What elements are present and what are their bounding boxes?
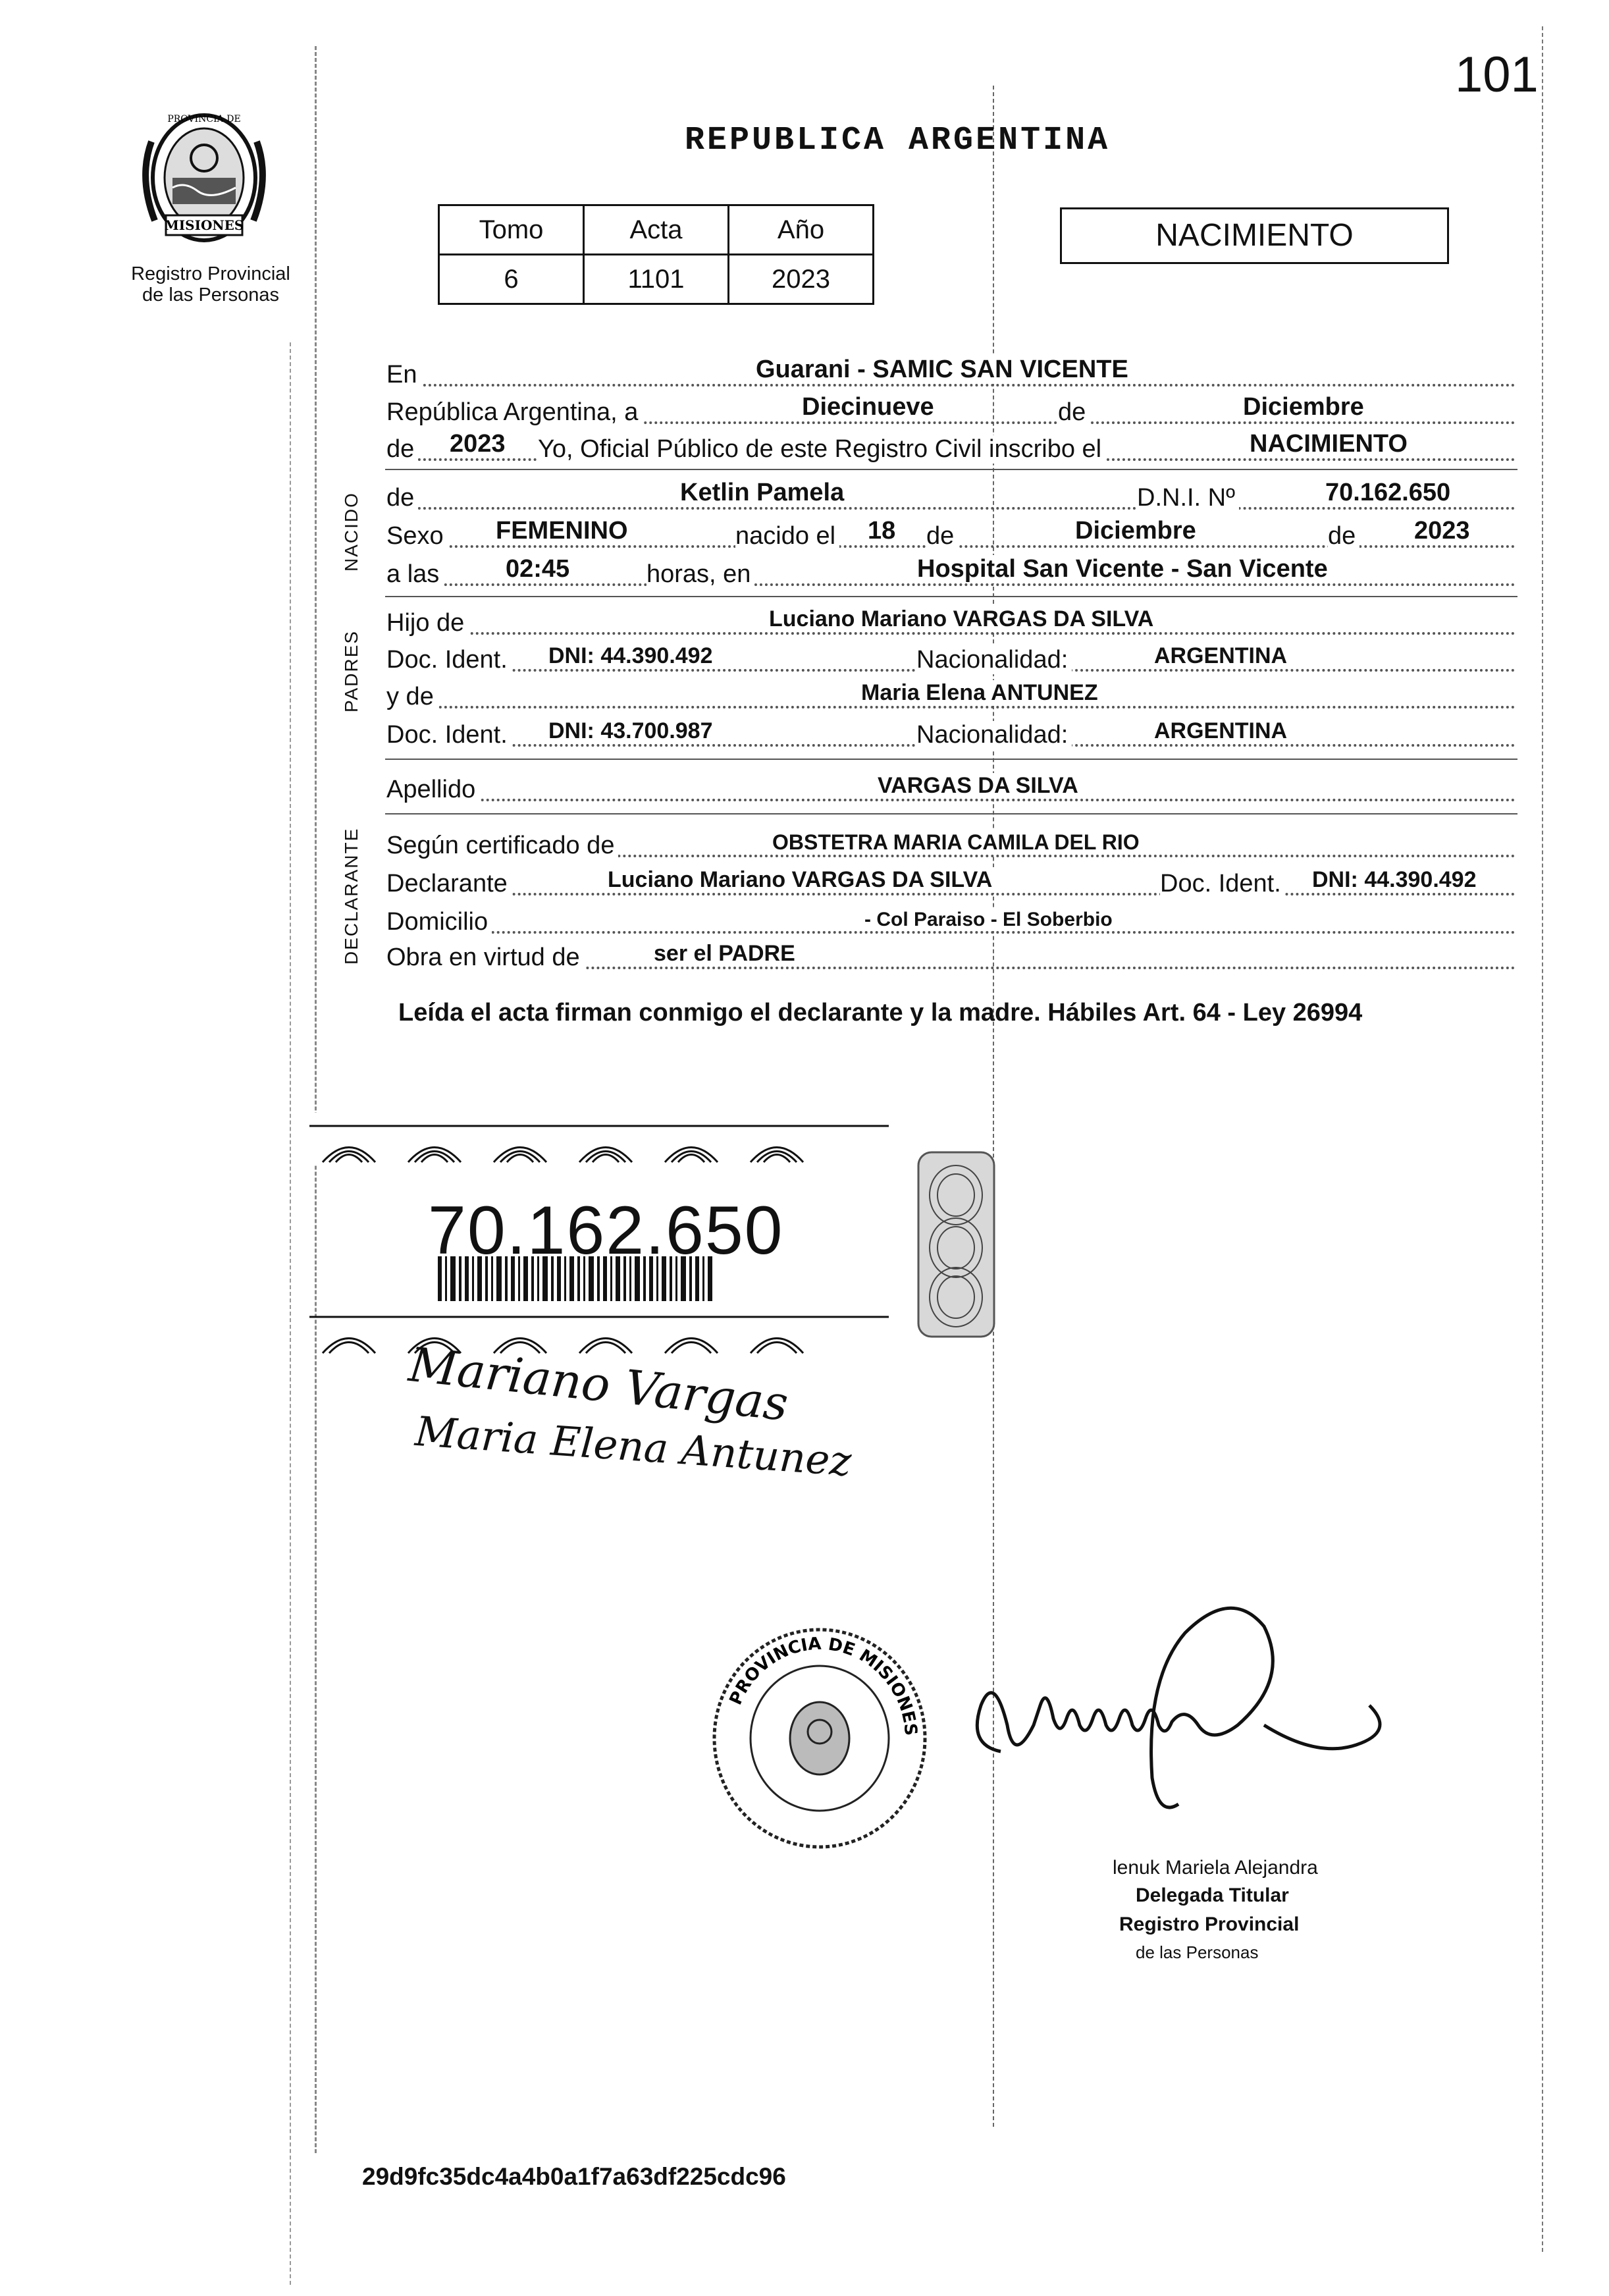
sticker-number: 70.162.650: [428, 1192, 784, 1269]
tomo-header: Tomo: [439, 205, 584, 255]
section-divider: [385, 596, 1517, 597]
padre-doc-value: DNI: 44.390.492: [544, 643, 717, 669]
row-padre: [386, 601, 1516, 639]
de2-label: de: [386, 435, 418, 464]
reference-table: [438, 204, 874, 305]
official-round-stamp: [708, 1626, 932, 1850]
inscribo-label: Yo, Oficial Público de este Registro Civil inscribo el: [538, 435, 1105, 464]
madre-nacionalidad-label: Nacionalidad:: [916, 721, 1072, 749]
svg-text:PROVINCIA DE: PROVINCIA DE: [167, 114, 241, 124]
padre-value: Luciano Mariano VARGAS DA SILVA: [765, 606, 1157, 632]
a-las-label: a las: [386, 560, 443, 589]
mes-nac-value: Diciembre: [1071, 517, 1200, 545]
row-declarante: [386, 861, 1516, 899]
declarante-label: Declarante: [386, 870, 512, 898]
row-apellido: [386, 767, 1516, 805]
row-hora: [386, 552, 1516, 590]
madre-doc-label: Doc. Ident.: [386, 721, 512, 749]
declarante-doc-value: DNI: 44.390.492: [1308, 867, 1481, 893]
row-fecha: [386, 390, 1516, 428]
act-type-box: NACIMIENTO: [1060, 207, 1449, 264]
closing-statement: Leída el acta firman conmigo el declarante y la madre. Hábiles Art. 64 - Ley 26994: [398, 999, 1363, 1027]
registry-label: [112, 263, 309, 306]
nacido-section-label: NACIDO: [341, 492, 361, 572]
section-divider: [385, 759, 1517, 760]
madre-doc-value: DNI: 43.700.987: [544, 718, 717, 744]
de-mes-label: de: [926, 522, 958, 550]
de-anio-label: de: [1328, 522, 1359, 550]
hijo-de-label: Hijo de: [386, 609, 468, 637]
de-label: de: [1058, 398, 1090, 427]
mes-value: Diciembre: [1239, 393, 1368, 421]
firma-madre: Maria Elena Antunez: [413, 1406, 853, 1486]
de-nombre-label: de: [386, 484, 418, 512]
horas-en-label: horas, en: [646, 560, 754, 589]
domicilio-label: Domicilio: [386, 908, 492, 936]
official-registro: Registro Provincial: [1119, 1913, 1300, 1935]
obra-value: ser el PADRE: [650, 941, 799, 967]
scan-line-left: [315, 46, 317, 2153]
domicilio-value: - Col Paraiso - El Soberbio: [860, 909, 1117, 931]
apellido-label: Apellido: [386, 776, 479, 804]
sexo-label: Sexo: [386, 522, 448, 550]
nacido-el-label: nacido el: [735, 522, 839, 550]
padre-nacionalidad-value: ARGENTINA: [1150, 643, 1291, 669]
row-certificado: [386, 823, 1516, 861]
section-divider: [385, 469, 1517, 470]
row-domicilio: [386, 899, 1516, 938]
registry-label-line1: Registro Provincial: [131, 263, 290, 284]
page-number: 101: [1455, 47, 1539, 103]
row-nombre: [386, 475, 1516, 514]
declarante-section-label: DECLARANTE: [341, 827, 361, 965]
dni-value: 70.162.650: [1321, 479, 1454, 507]
row-madre: [386, 674, 1516, 712]
lugar-value: Guarani - SAMIC SAN VICENTE: [752, 356, 1132, 384]
official-name: lenuk Mariela Alejandra: [1113, 1857, 1318, 1879]
row-lugar: [386, 352, 1516, 390]
anio-value: 2023: [729, 255, 874, 304]
padre-doc-label: Doc. Ident.: [386, 646, 512, 674]
certificado-label: Según certificado de: [386, 832, 618, 860]
row-padre-doc: [386, 637, 1516, 676]
row-inscripcion: [386, 427, 1516, 465]
madre-value: Maria Elena ANTUNEZ: [857, 680, 1102, 706]
certificado-value: OBSTETRA MARIA CAMILA DEL RIO: [768, 830, 1144, 855]
anio-value: 2023: [446, 430, 510, 458]
svg-text:MISIONES: MISIONES: [164, 217, 244, 233]
anio-header: Año: [729, 205, 874, 255]
official-signature: [948, 1593, 1435, 1830]
declarante-doc-label: Doc. Ident.: [1160, 870, 1285, 898]
firma-padre: Mariano Vargas: [406, 1337, 791, 1431]
obra-label: Obra en virtud de: [386, 944, 584, 972]
tomo-value: 6: [439, 255, 584, 304]
scan-line-right: [1542, 26, 1543, 2252]
row-obra: [386, 935, 1516, 973]
en-label: En: [386, 361, 421, 389]
dia-value: Diecinueve: [798, 393, 938, 421]
acta-value: 1101: [584, 255, 729, 304]
sexo-value: FEMENINO: [492, 517, 632, 545]
apellido-value: VARGAS DA SILVA: [874, 773, 1082, 799]
declarante-value: Luciano Mariano VARGAS DA SILVA: [604, 867, 996, 893]
anio-nac-value: 2023: [1410, 517, 1474, 545]
document-title: REPUBLICA ARGENTINA: [685, 122, 1111, 159]
lugar-nac-value: Hospital San Vicente - San Vicente: [913, 555, 1332, 583]
provincial-seal-logo: [125, 102, 283, 254]
official-cargo: Delegada Titular: [1136, 1884, 1289, 1906]
hologram-seal: [915, 1149, 997, 1340]
scan-line-margin: [290, 342, 291, 2285]
row-sexo: [386, 514, 1516, 552]
registry-label-line2: de las Personas: [142, 284, 279, 306]
nombre-value: Ketlin Pamela: [676, 479, 848, 507]
padre-nacionalidad-label: Nacionalidad:: [916, 646, 1072, 674]
svg-text:PROVINCIA DE MISIONES: PROVINCIA DE MISIONES: [725, 1634, 921, 1737]
dni-label: D.N.I. Nº: [1137, 484, 1239, 512]
republica-label: República Argentina, a: [386, 398, 642, 427]
hora-value: 02:45: [502, 555, 573, 583]
y-de-label: y de: [386, 683, 438, 711]
tipo-value: NACIMIENTO: [1246, 430, 1411, 458]
acta-header: Acta: [584, 205, 729, 255]
padres-section-label: PADRES: [341, 629, 361, 712]
official-registro2: de las Personas: [1136, 1942, 1259, 1962]
row-madre-doc: [386, 712, 1516, 751]
section-divider: [385, 813, 1517, 814]
madre-nacionalidad-value: ARGENTINA: [1150, 718, 1291, 744]
document-hash: 29d9fc35dc4a4b0a1f7a63df225cdc96: [362, 2163, 786, 2190]
dia-nac-value: 18: [864, 517, 899, 545]
